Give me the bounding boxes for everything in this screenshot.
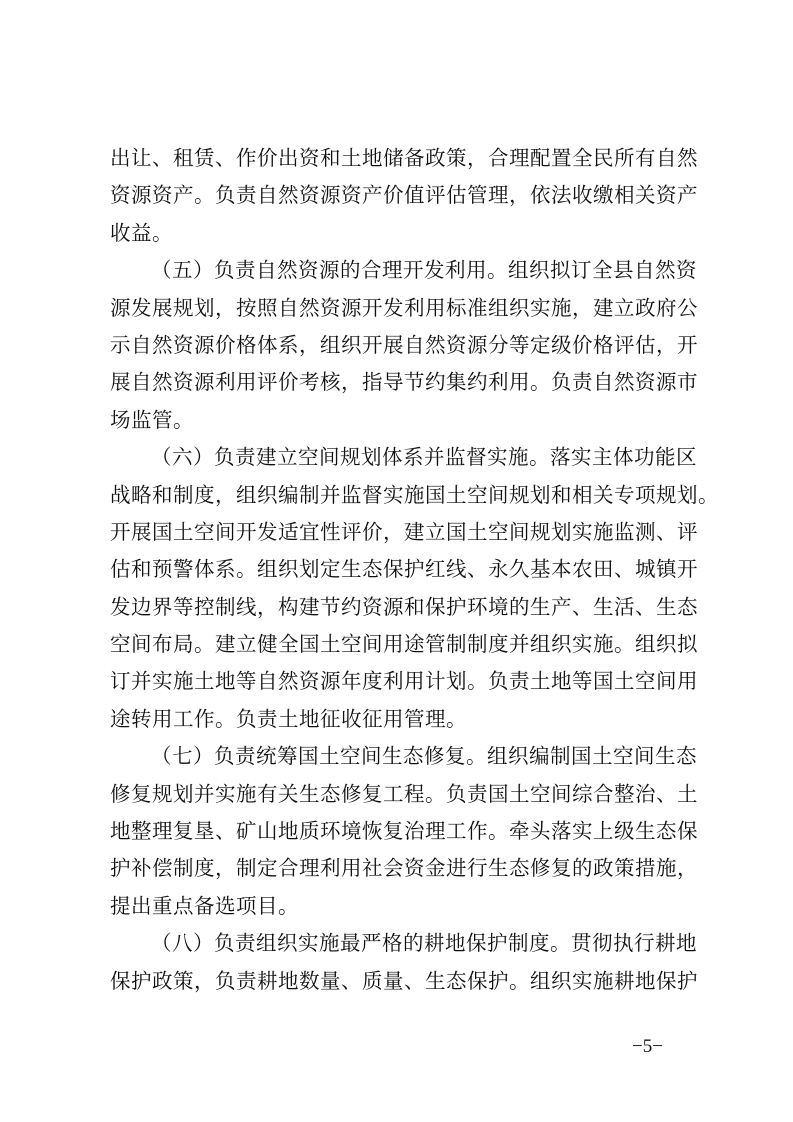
section-heading-line: （六）负责建立空间规划体系并监督实施。落实主体功能区 [151,445,697,470]
text-line: 出让、租赁、作价出资和土地储备政策，合理配置全民所有自然 [110,146,698,170]
text-line: 资源资产。负责自然资源资产价值评估管理，依法收缴相关资产 [110,183,698,208]
section-heading-line: （七）负责统筹国土空间生态修复。组织编制国土空间生态 [151,744,697,769]
text-line: 发边界等控制线，构建节约资源和保护环境的生产、生活、生态 [110,594,698,619]
text-line: 保护政策，负责耕地数量、质量、生态保护。组织实施耕地保护 [110,968,698,993]
section-heading-line: （五）负责自然资源的合理开发利用。组织拟订全县自然资 [151,258,697,283]
section-heading-line: （八）负责组织实施最严格的耕地保护制度。贯彻执行耕地 [151,931,697,956]
text-line: 战略和制度，组织编制并监督实施国土空间规划和相关专项规划。 [110,482,719,507]
text-line: 订并实施土地等自然资源年度利用计划。负责土地等国土空间用 [110,669,698,694]
text-line: 场监管。 [110,407,194,432]
text-line: 地整理复垦、矿山地质环境恢复治理工作。牵头落实上级生态保 [110,819,698,844]
text-line: 示自然资源价格体系，组织开展自然资源分等定级价格评估，开 [110,332,698,357]
text-line: 估和预警体系。组织划定生态保护红线、永久基本农田、城镇开 [110,557,698,582]
text-line: 提出重点备选项目。 [110,893,299,918]
text-line: 展自然资源利用评价考核，指导节约集约利用。负责自然资源市 [110,370,698,395]
body-text [110,140,719,1000]
text-line: 修复规划并实施有关生态修复工程。负责国土空间综合整治、土 [110,781,698,806]
text-line: 收益。 [110,220,173,245]
page-number: −5− [632,1036,663,1057]
text-line: 空间布局。建立健全国土空间用途管制制度并组织实施。组织拟 [110,632,698,657]
text-line: 护补偿制度，制定合理利用社会资金进行生态修复的政策措施， [110,856,698,881]
text-line: 源发展规划，按照自然资源开发利用标准组织实施，建立政府公 [110,295,698,320]
text-line: 开展国土空间开发适宜性评价，建立国土空间规划实施监测、评 [110,519,698,544]
text-line: 途转用工作。负责土地征收征用管理。 [110,706,467,731]
